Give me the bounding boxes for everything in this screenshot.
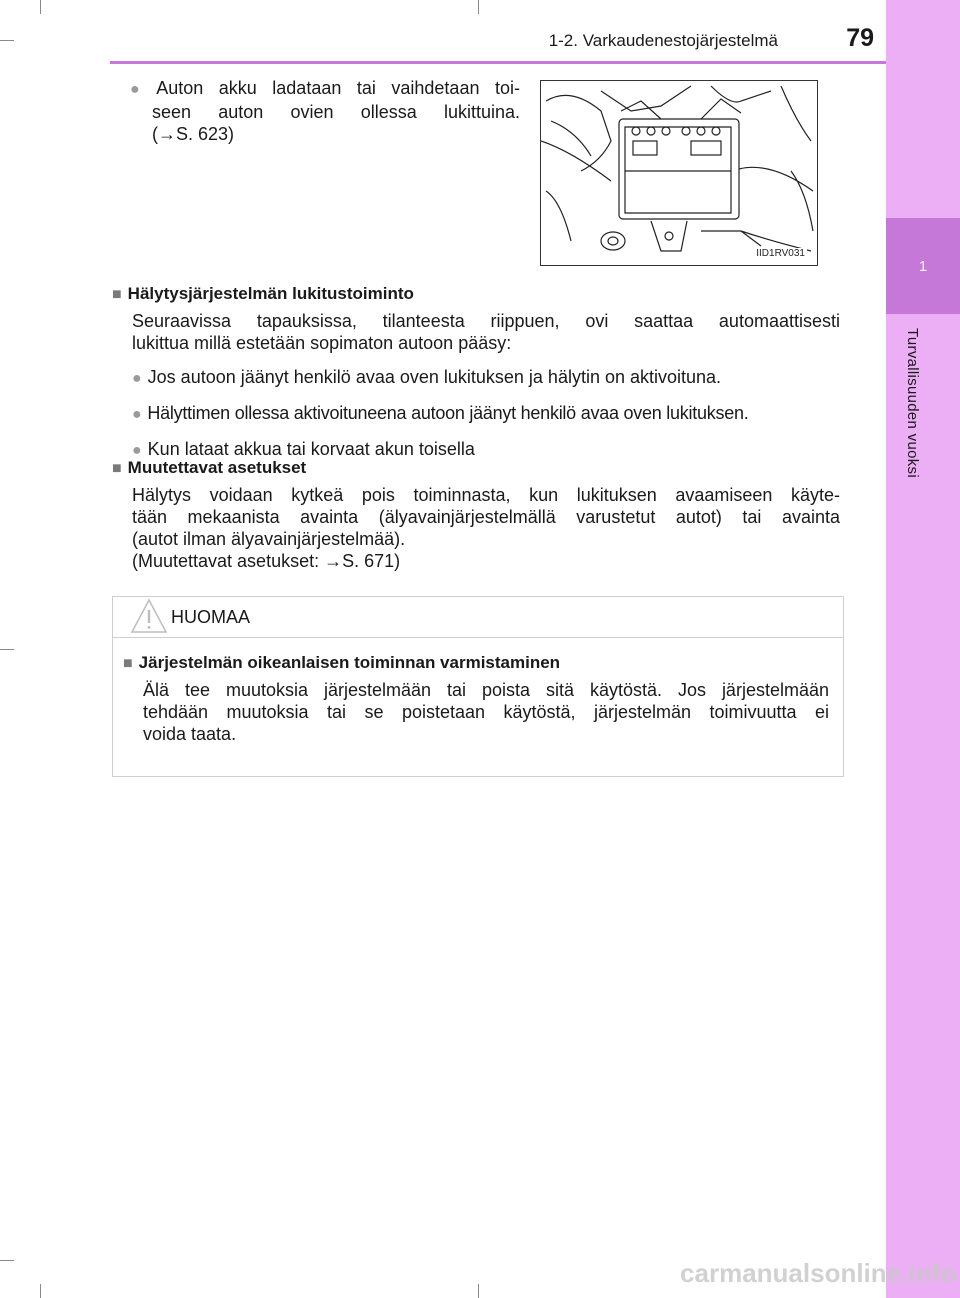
- crop-mark: [40, 1284, 41, 1298]
- notice-line: tehdään muutoksia tai se poistetaan käytöstä, järjestelmän toimivuutta ei: [143, 702, 829, 722]
- crop-mark: [40, 0, 41, 14]
- section-lock-function: [112, 284, 840, 462]
- list-item: ● Hälyttimen ollessa aktivoituneena autoon jäänyt henkilö avaa oven lukituksen.: [132, 403, 749, 423]
- notice-text: [123, 679, 829, 745]
- crop-mark: [478, 0, 479, 14]
- page-number: 79: [846, 24, 874, 52]
- square-bullet-icon: ■: [112, 460, 122, 477]
- section-body: [112, 484, 840, 572]
- figure-code: IID1RV031: [756, 248, 805, 259]
- section-body: [112, 310, 840, 462]
- list-item: ● Kun lataat akkua tai korvaat akun toisella: [132, 439, 475, 459]
- square-bullet-icon: ■: [112, 286, 122, 303]
- chapter-title: Turvallisuuden vuoksi: [904, 328, 921, 478]
- notice-line: voida taata.: [143, 724, 237, 744]
- paragraph-line: Hälytys voidaan kytkeä pois toiminnasta, kun lukituksen avaamiseen käyte-: [132, 485, 840, 505]
- header-rule: [110, 61, 886, 64]
- notice-label: HUOMAA: [171, 607, 251, 627]
- notice-title: ■ Järjestelmän oikeanlaisen toiminnan varmistaminen: [123, 653, 561, 672]
- crop-mark: [478, 1284, 479, 1298]
- bullet-icon: ●: [132, 442, 142, 459]
- section-header: 1-2. Varkaudenestojärjestelmä: [548, 31, 778, 50]
- crop-mark: [0, 649, 14, 650]
- paragraph-line: (Muutettavat asetukset: →S. 671): [132, 551, 401, 571]
- bullet-icon: ●: [132, 406, 142, 423]
- watermark: carmanualsonline.info: [680, 1258, 956, 1288]
- paragraph-line: tään mekaanista avainta (älyavainjärjestelmällä varustetut autot) tai avainta: [132, 507, 840, 527]
- bullet-icon: ●: [130, 81, 151, 98]
- crop-mark: [0, 1260, 14, 1261]
- intro-line: (→S. 623): [152, 124, 235, 144]
- chapter-sidebar: [886, 0, 960, 1298]
- paragraph-line: Seuraavissa tapauksissa, tilanteesta riippuen, ovi saattaa automaattisesti: [132, 311, 840, 331]
- notice-line: Älä tee muutoksia järjestelmään tai poista sitä käytöstä. Jos järjestelmään: [143, 680, 829, 700]
- car-battery-illustration: [541, 81, 816, 264]
- notice-body: [123, 653, 829, 745]
- section-title: ■ Muutettavat asetukset: [112, 458, 307, 477]
- crop-mark: [0, 40, 14, 41]
- intro-line: seen auton ovien ollessa lukittuina.: [152, 102, 520, 122]
- battery-figure: [540, 80, 818, 266]
- intro-line: ● Auton akku ladataan tai vaihdetaan toi-: [130, 78, 520, 98]
- square-bullet-icon: ■: [123, 655, 133, 672]
- list-item: ● Jos autoon jäänyt henkilö avaa oven lukituksen ja hälytin on aktivoituna.: [132, 367, 722, 387]
- section-custom-settings: [112, 458, 840, 572]
- section-title: ■ Hälytysjärjestelmän lukitustoiminto: [112, 284, 414, 303]
- paragraph-line: (autot ilman älyavainjärjestelmää).: [132, 529, 406, 549]
- notice-header: [113, 597, 843, 638]
- paragraph-line: lukittua millä estetään sopimaton autoon pääsy:: [132, 333, 512, 353]
- notice-box: [112, 596, 844, 777]
- chapter-number: 1: [918, 258, 928, 275]
- bullet-icon: ●: [132, 370, 142, 387]
- warning-triangle-icon: [129, 597, 169, 635]
- intro-bullet: [130, 77, 520, 145]
